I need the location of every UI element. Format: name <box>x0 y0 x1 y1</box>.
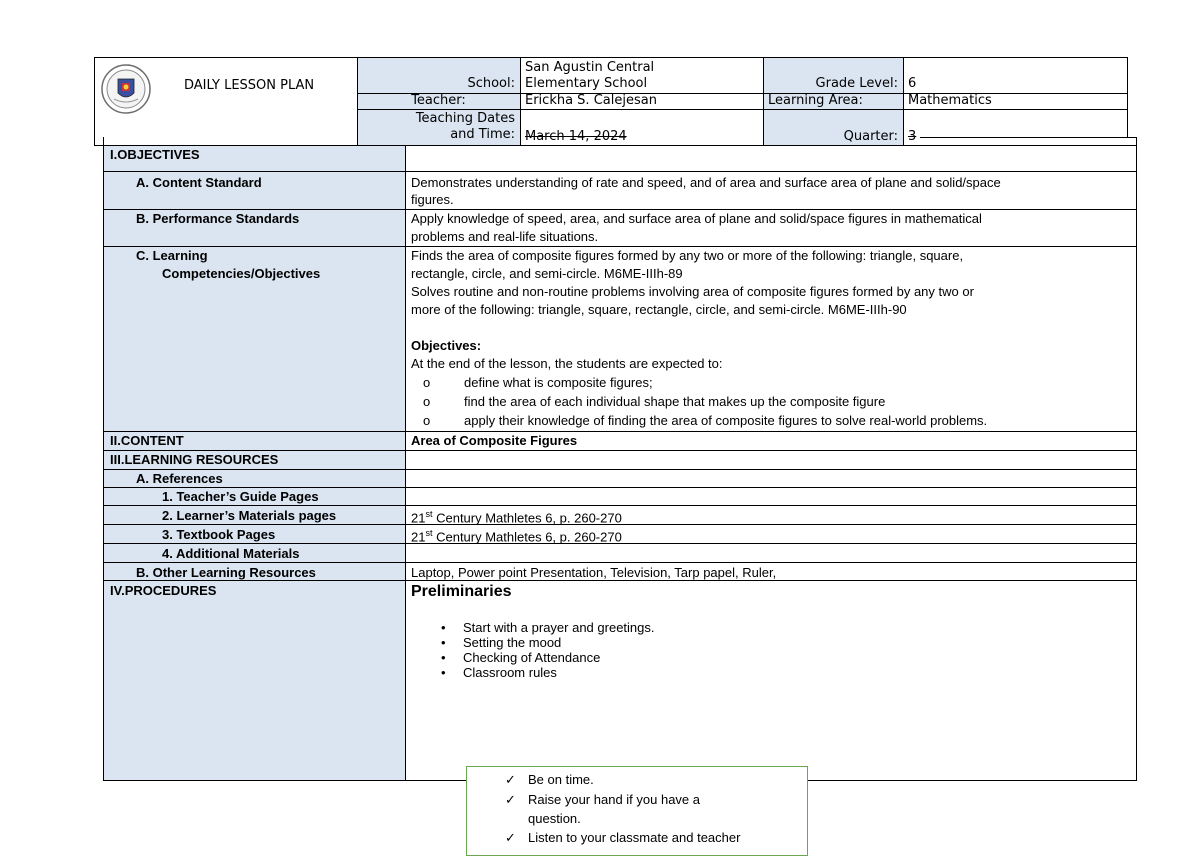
list-item: • Setting the mood <box>441 635 562 650</box>
quarter-label: Quarter: <box>843 129 898 144</box>
circle-bullet-icon: o <box>423 394 431 409</box>
rule-item-continuation: question. <box>528 811 581 826</box>
competencies-label-line2: Competencies/Objectives <box>162 266 321 281</box>
bullet-icon: • <box>441 665 446 680</box>
content-label: II.CONTENT <box>110 433 184 448</box>
performance-line1: Apply knowledge of speed, area, and surface area of plane and solid/space figures in mathematical <box>411 211 982 226</box>
teacher-label: Teacher: <box>411 93 466 108</box>
deped-seal-logo <box>100 63 152 115</box>
bullet-icon: • <box>441 635 446 650</box>
other-resources-label: B. Other Learning Resources <box>136 565 316 580</box>
content-value: Area of Composite Figures <box>411 433 578 448</box>
content-standard-line1: Demonstrates understanding of rate and speed, and of area and surface area of plane and solid/space <box>411 175 1001 190</box>
school-value-line1: San Agustin Central <box>525 60 655 75</box>
competency-line2: rectangle, circle, and semi-circle. M6ME-IIIh-89 <box>411 266 683 281</box>
list-item: • Checking of Attendance <box>441 650 601 665</box>
quarter-value: 3 <box>908 129 917 144</box>
checkmark-icon: ✓ <box>505 772 516 787</box>
document-title: DAILY LESSON PLAN <box>184 78 315 93</box>
performance-standards-label: B. Performance Standards <box>136 211 300 226</box>
procedures-label: IV.PROCEDURES <box>110 583 217 598</box>
learners-materials-label: 2. Learner’s Materials pages <box>162 508 337 523</box>
competency-line4: more of the following: triangle, square, rectangle, circle, and semi-circle. M6ME-IIIh-90 <box>411 302 907 317</box>
area-label: Learning Area: <box>768 93 863 108</box>
objectives-intro: At the end of the lesson, the students are expected to: <box>411 356 723 371</box>
area-value: Mathematics <box>908 93 992 108</box>
list-item: • Classroom rules <box>441 665 557 680</box>
checkmark-icon: ✓ <box>505 792 516 807</box>
circle-bullet-icon: o <box>423 413 431 428</box>
list-item: • Start with a prayer and greetings. <box>441 620 655 635</box>
content-standard-line2: figures. <box>411 192 454 207</box>
circle-bullet-icon: o <box>423 375 431 390</box>
textbook-pages-label: 3. Textbook Pages <box>162 527 276 542</box>
other-resources-value: Laptop, Power point Presentation, Television, Tarp papel, Ruler, <box>411 565 777 580</box>
school-label: School: <box>467 76 515 91</box>
preliminaries-heading: Preliminaries <box>411 583 512 600</box>
competency-line1: Finds the area of composite figures formed by any two or more of the following: triangle, square, <box>411 248 964 263</box>
dates-label-line1: Teaching Dates <box>415 111 515 126</box>
performance-line2: problems and real-life situations. <box>411 229 599 244</box>
school-value-line2: Elementary School <box>525 76 648 91</box>
objectives-heading: I.OBJECTIVES <box>110 147 200 162</box>
textbook-pages-value: 21st Century Mathletes 6, p. 260-270 <box>411 528 622 545</box>
competencies-label-line1: C. Learning <box>136 248 208 263</box>
content-standard-label: A. Content Standard <box>136 175 262 190</box>
competency-line3: Solves routine and non-routine problems involving area of composite figures formed by any two or <box>411 284 974 299</box>
additional-materials-label: 4. Additional Materials <box>162 546 300 561</box>
bullet-icon: • <box>441 650 446 665</box>
learning-resources-label: III.LEARNING RESOURCES <box>110 452 279 467</box>
dates-value: March 14, 2024 <box>525 129 627 144</box>
preliminaries-list <box>405 620 1105 680</box>
grade-value: 6 <box>908 76 917 91</box>
objectives-subheading: Objectives: <box>411 338 482 353</box>
checkmark-icon: ✓ <box>505 830 516 845</box>
dates-label-line2: and Time: <box>450 127 515 142</box>
learners-materials-value: 21st Century Mathletes 6, p. 260-270 <box>411 509 622 526</box>
teacher-value: Erickha S. Calejesan <box>525 93 657 108</box>
classroom-rules-box: ✓ Be on time. ✓ Raise your hand if you have a question. ✓ Listen to your classmate and teacher <box>466 766 808 856</box>
references-label: A. References <box>136 471 223 486</box>
grade-label: Grade Level: <box>815 76 898 91</box>
teachers-guide-label: 1. Teacher’s Guide Pages <box>162 489 319 504</box>
bullet-icon: • <box>441 620 446 635</box>
